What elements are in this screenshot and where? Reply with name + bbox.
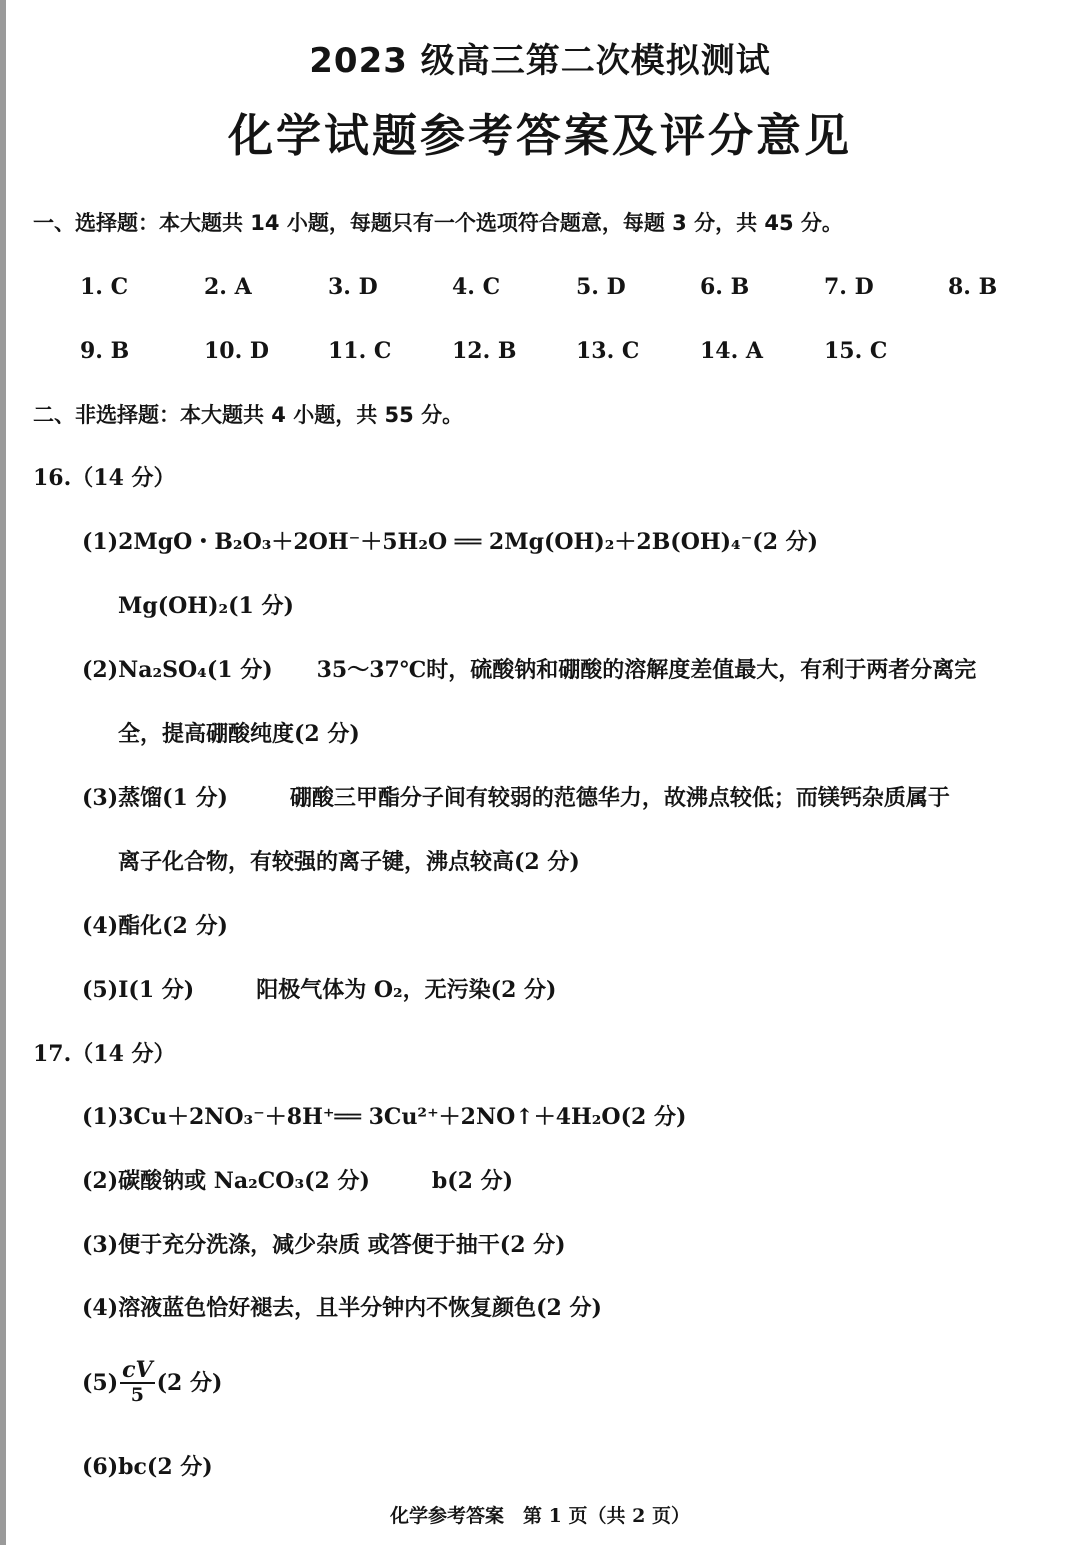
fraction-numerator: cV	[122, 1357, 153, 1383]
mc-answer: 2. A	[204, 274, 252, 300]
q16-part2	[82, 654, 976, 686]
q17-part5-score: (2 分)	[156, 1370, 223, 1396]
fraction-denominator: 5	[130, 1384, 144, 1406]
q17-part3: (3)便于充分洗涤，减少杂质 或答便于抽干(2 分)	[82, 1232, 566, 1258]
q16-part3-explanation: 硼酸三甲酯分子间有较弱的范德华力，故沸点较低；而镁钙杂质属于	[289, 785, 950, 811]
mc-answer: 10. D	[204, 338, 270, 364]
q16-part3	[82, 782, 950, 814]
document-title: 化学试题参考答案及评分意见	[227, 109, 852, 162]
mc-answer: 12. B	[452, 338, 517, 364]
mc-answer: 7. D	[824, 274, 874, 300]
q17-part5-prefix: (5)	[82, 1370, 119, 1396]
q16-part4: (4)酯化(2 分)	[82, 913, 228, 939]
section1-heading: 一、选择题：本大题共 14 小题，每题只有一个选项符合题意，每题 3 分，共 45 分。	[33, 211, 843, 235]
mc-answer: 9. B	[80, 338, 130, 364]
q17-part5	[82, 1357, 223, 1408]
exam-title: 2023 级高三第二次模拟测试	[309, 41, 771, 81]
mc-answer: 15. C	[824, 338, 888, 364]
q16-part1-extra: Mg(OH)₂(1 分)	[118, 593, 294, 619]
q16-part5-answer: (5)I(1 分)	[82, 977, 195, 1003]
mc-answer: 5. D	[576, 274, 626, 300]
page-footer: 化学参考答案 第 1 页（共 2 页）	[390, 1505, 690, 1527]
mc-answer: 14. A	[700, 338, 764, 364]
q17-part2-extra: b(2 分)	[431, 1168, 514, 1194]
q17-part2-answer: (2)碳酸钠或 Na₂CO₃(2 分)	[82, 1168, 370, 1194]
mc-answer: 6. B	[700, 274, 750, 300]
q17-part1: (1)3Cu＋2NO₃⁻＋8H⁺══ 3Cu²⁺＋2NO↑＋4H₂O(2 分)	[82, 1104, 687, 1130]
section2-heading: 二、非选择题：本大题共 4 小题，共 55 分。	[33, 403, 464, 427]
mc-answer: 8. B	[948, 274, 998, 300]
mc-answer: 4. C	[452, 274, 501, 300]
q17-part4: (4)溶液蓝色恰好褪去，且半分钟内不恢复颜色(2 分)	[82, 1295, 602, 1321]
mc-answer: 3. D	[328, 274, 378, 300]
mc-answer: 1. C	[80, 274, 129, 300]
q16-part5	[82, 974, 556, 1006]
q16-part5-explanation: 阳极气体为 O₂，无污染(2 分)	[256, 977, 557, 1003]
q17-title: 17.（14 分）	[33, 1041, 176, 1067]
q17-part2	[82, 1165, 513, 1197]
page-edge-shadow	[0, 0, 6, 1545]
q16-part2-continued: 全，提高硼酸纯度(2 分)	[118, 721, 360, 747]
q16-title: 16.（14 分）	[33, 465, 176, 491]
q17-part6: (6)bc(2 分)	[82, 1454, 213, 1480]
q16-part3-continued: 离子化合物，有较强的离子键，沸点较高(2 分)	[118, 849, 580, 875]
mc-answer: 13. C	[576, 338, 640, 364]
mc-answer: 11. C	[328, 338, 392, 364]
q16-part2-answer: (2)Na₂SO₄(1 分)	[82, 657, 273, 683]
q16-part3-answer: (3)蒸馏(1 分)	[82, 785, 228, 811]
q16-part1: (1)2MgO・B₂O₃＋2OH⁻＋5H₂O ══ 2Mg(OH)₂＋2B(OH)₄⁻(2 分)	[82, 529, 819, 555]
fraction	[120, 1358, 154, 1406]
q16-part2-explanation: 35～37℃时，硫酸钠和硼酸的溶解度差值最大，有利于两者分离完	[316, 657, 977, 683]
